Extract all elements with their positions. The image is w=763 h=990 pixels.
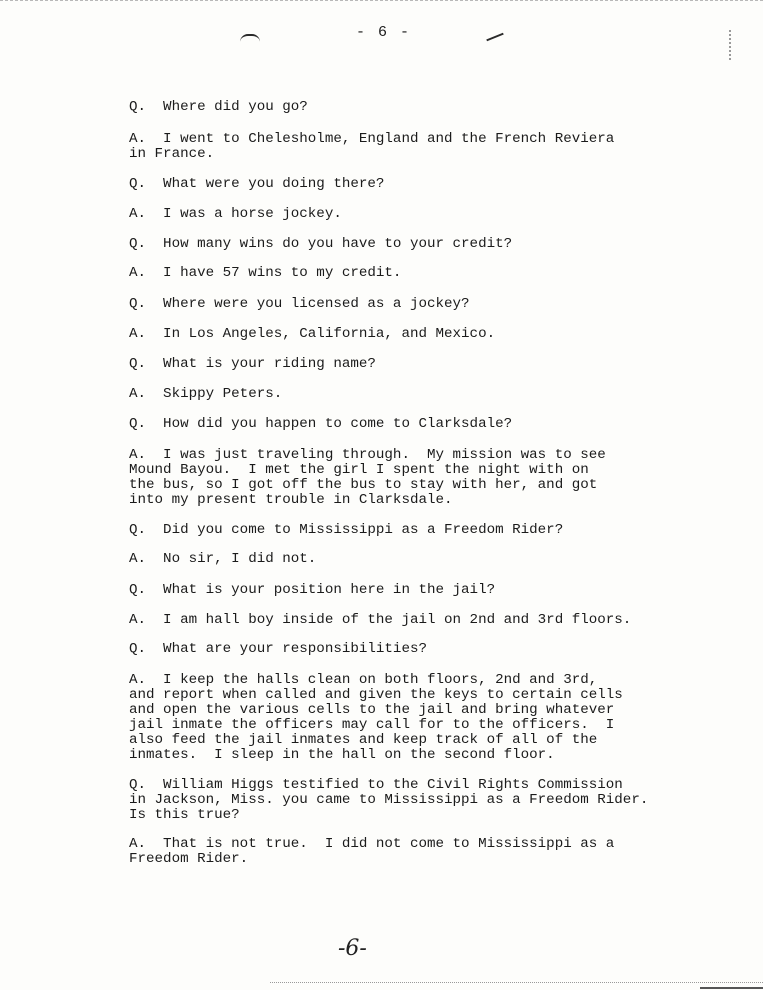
answer-not-true: A. That is not true. I did not come to Mississippi as a Freedom Rider.	[129, 836, 615, 867]
margin-specks	[729, 30, 737, 60]
question-what-doing-there: Q. What were you doing there?	[129, 176, 385, 192]
answer-traveling-through: A. I was just traveling through. My mission was to see Mound Bayou. I met the girl I spent the night with on the bus, so I got off the bus to stay with her, and got into my present trouble in Clarksdale.	[129, 447, 606, 508]
answer-hall-boy: A. I am hall boy inside of the jail on 2nd and 3rd floors.	[129, 612, 632, 628]
answer-los-angeles: A. In Los Angeles, California, and Mexico.	[129, 326, 496, 342]
answer-skippy-peters: A. Skippy Peters.	[129, 386, 283, 402]
question-riding-name: Q. What is your riding name?	[129, 356, 376, 372]
handwritten-page-number: -6-	[338, 936, 367, 961]
question-position-in-jail: Q. What is your position here in the jail?	[129, 582, 496, 598]
question-where-licensed: Q. Where were you licensed as a jockey?	[129, 296, 470, 312]
page-number-header: - 6 -	[356, 24, 412, 41]
answer-horse-jockey: A. I was a horse jockey.	[129, 206, 342, 222]
answer-no-sir: A. No sir, I did not.	[129, 551, 317, 567]
answer-chelesholme: A. I went to Chelesholme, England and the French Reviera in France.	[129, 131, 615, 162]
question-come-to-clarksdale: Q. How did you happen to come to Clarksdale?	[129, 416, 513, 432]
question-freedom-rider: Q. Did you come to Mississippi as a Freedom Rider?	[129, 522, 564, 538]
top-edge-dots	[0, 0, 763, 7]
bottom-edge-line	[700, 987, 763, 989]
bottom-edge-dots	[270, 982, 763, 983]
question-how-many-wins: Q. How many wins do you have to your credit?	[129, 236, 513, 252]
answer-keep-halls-clean: A. I keep the halls clean on both floors, 2nd and 3rd, and report when called and given the keys to certain cells and open the various cells to the jail and bring whatever jail inmate the officers may call for to the officers. I also feed the jail inmates and keep track of all of the inmates. I sleep in the hall on the second floor.	[129, 672, 623, 763]
question-where-did-you-go: Q. Where did you go?	[129, 99, 308, 115]
pen-mark-right	[486, 33, 503, 42]
answer-57-wins: A. I have 57 wins to my credit.	[129, 265, 402, 281]
question-william-higgs: Q. William Higgs testified to the Civil Rights Commission in Jackson, Miss. you came to Mississippi as a Freedom Rider. Is this true?	[129, 777, 649, 823]
pen-mark-left	[240, 34, 260, 42]
question-responsibilities: Q. What are your responsibilities?	[129, 641, 427, 657]
